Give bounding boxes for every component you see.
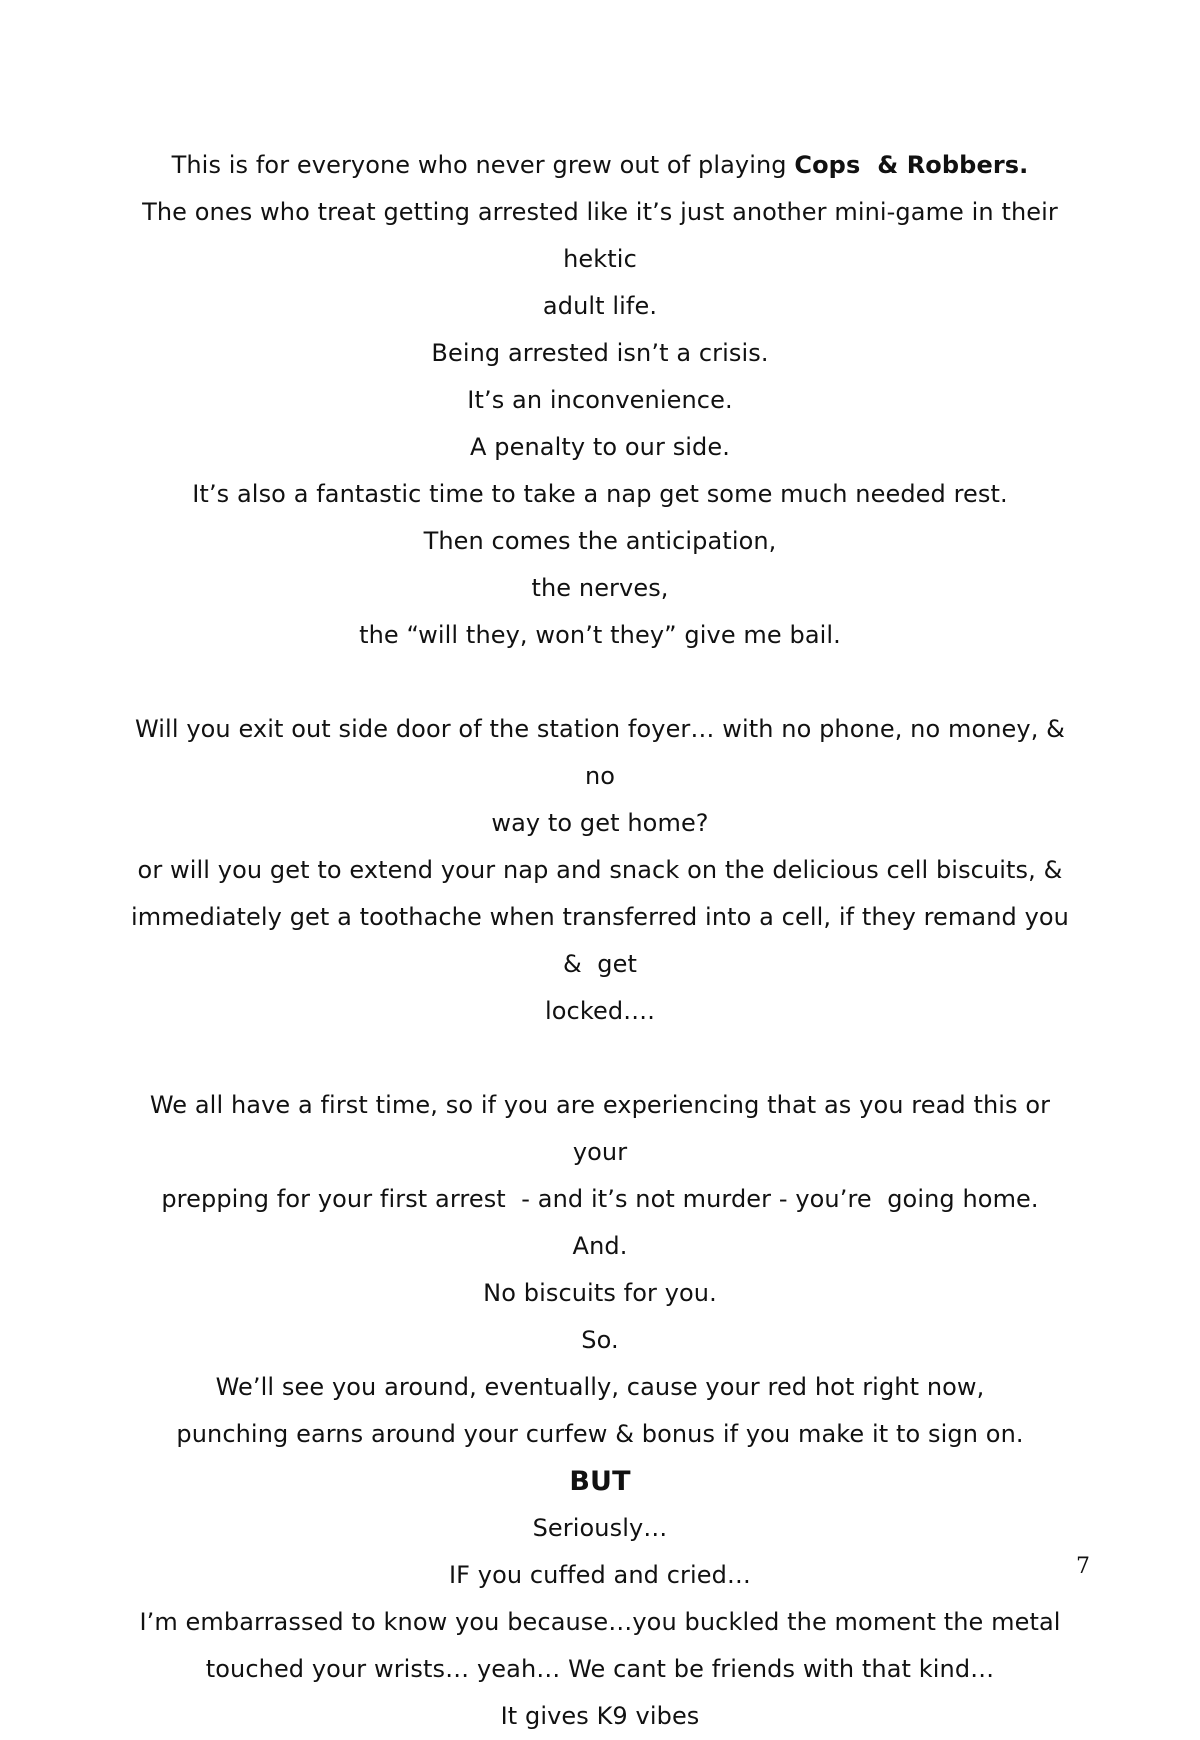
paragraph-gap <box>120 1035 1080 1082</box>
text-line: Will you exit out side door of the station foyer… with no phone, no money, & no <box>134 715 1073 790</box>
text-line: punching earns around your curfew & bonus if you make it to sign on. <box>176 1420 1024 1448</box>
text-line: locked…. <box>544 997 656 1025</box>
text-line: IF you cuffed and cried… <box>448 1561 752 1589</box>
text-line: the nerves, <box>531 574 669 602</box>
text-line: way to get home? <box>491 809 709 837</box>
text-line: It gives K9 vibes <box>500 1702 700 1730</box>
text-line: adult life. <box>542 292 658 320</box>
page-number: 7 <box>1076 1554 1090 1579</box>
paragraph-gap <box>120 659 1080 706</box>
text-span: This is for everyone who never grew out of playing <box>171 151 795 179</box>
text-line: prepping for your first arrest - and it’s not murder - you’re going home. <box>161 1185 1039 1213</box>
text-line: touched your wrists… yeah… We cant be friends with that kind… <box>205 1655 995 1683</box>
text-line: immediately get a toothache when transferred into a cell, if they remand you & get <box>131 903 1077 978</box>
text-line: the “will they, won’t they” give me bail. <box>359 621 841 649</box>
text-line: A penalty to our side. <box>470 433 730 461</box>
text-line: We all have a first time, so if you are experiencing that as you read this or your <box>149 1091 1058 1166</box>
but-heading: BUT <box>569 1466 631 1497</box>
text-line: We’ll see you around, eventually, cause your red hot right now, <box>215 1373 985 1401</box>
text-line: And. <box>572 1232 628 1260</box>
body-text <box>120 142 1080 1740</box>
text-line: It’s also a fantastic time to take a nap get some much needed rest. <box>192 480 1008 508</box>
text-line: Being arrested isn’t a crisis. <box>431 339 769 367</box>
text-line <box>120 142 1080 189</box>
text-line: Then comes the anticipation, <box>423 527 777 555</box>
text-line: So. <box>581 1326 619 1354</box>
text-line: I’m embarrassed to know you because…you buckled the moment the metal <box>139 1608 1061 1636</box>
text-line: It’s an inconvenience. <box>467 386 733 414</box>
text-line: The ones who treat getting arrested like it’s just another mini-game in their hektic <box>142 198 1066 273</box>
cops-and-robbers-bold: Cops & Robbers. <box>794 151 1029 179</box>
text-line: No biscuits for you. <box>483 1279 717 1307</box>
text-line: or will you get to extend your nap and snack on the delicious cell biscuits, & <box>137 856 1063 884</box>
text-line: Seriously… <box>532 1514 668 1542</box>
